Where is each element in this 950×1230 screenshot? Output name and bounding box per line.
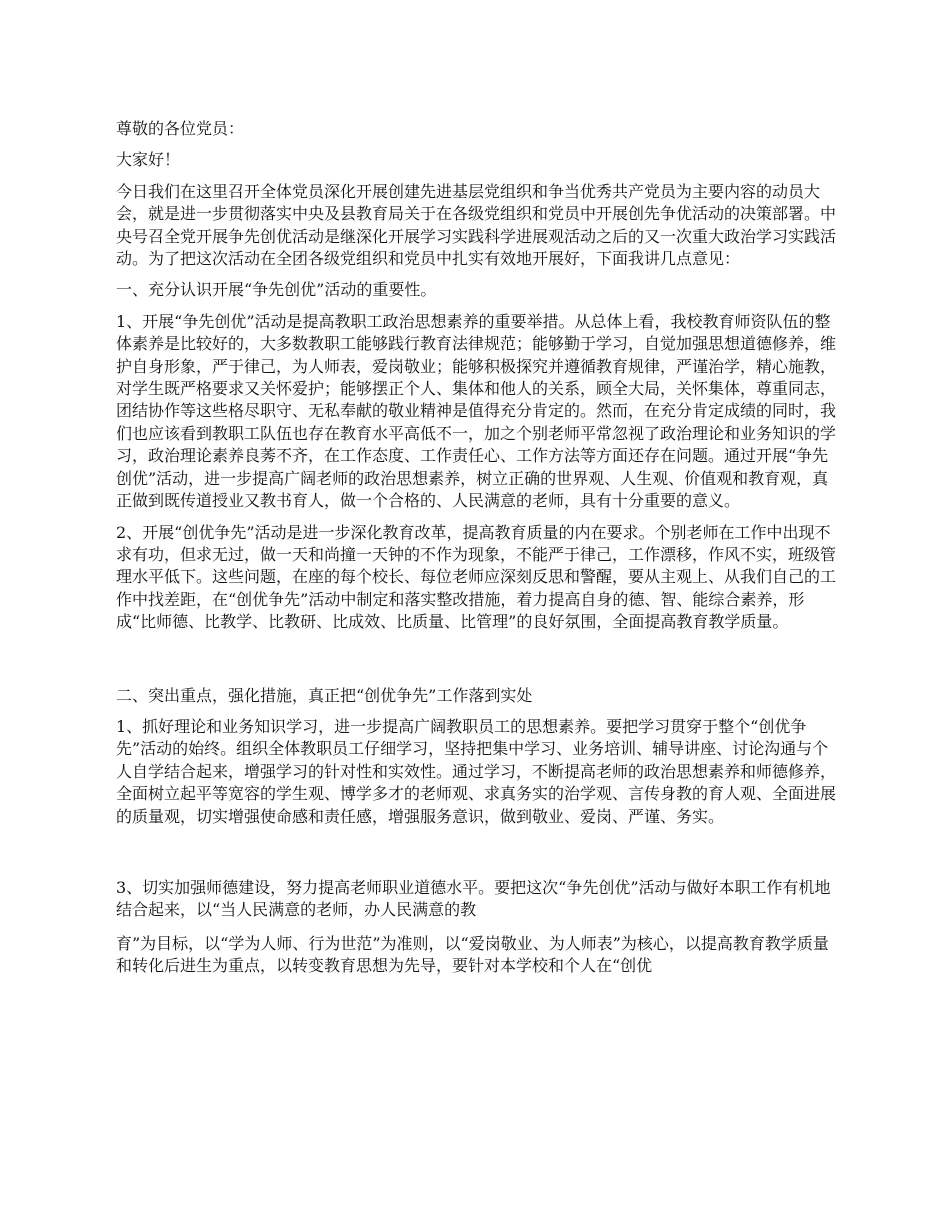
section-1-point-2: 2、开展“创优争先”活动是进一步深化教育改革，提高教育质量的内在要求。个别老师在工作中出现不求有功，但求无过，做一天和尚撞一天钟的不作为现象，不能严于律己，工作漂移，作风不实，班级管理水平低下。这些问题，在座的每个校长、每位老师应深刻反思和警醒，要从主观上、从我们自己的工作中找差距，在“创优争先”活动中制定和落实整改措施，着力提高自身的德、智、能综合素养，形成“比师德、比教学、比教研、比成效、比质量、比管理”的良好氛围，全面提高教育教学质量。 bbox=[116, 522, 837, 632]
greeting: 大家好！ bbox=[116, 150, 181, 170]
salutation: 尊敬的各位党员： bbox=[116, 119, 245, 138]
section-heading-1: 一、充分认识开展“争先创优”活动的重要性。 bbox=[116, 280, 437, 300]
section-1-point-1: 1、开展“争先创优”活动是提高教职工政治思想素养的重要举措。从总体上看，我校教育师资队伍的整体素养是比较好的，大多数教职工能够践行教育法律规范；能够勤于学习，自觉加强思想道德修养，维护自身形象，严于律己，为人师表，爱岗敬业；能够积极探究并遵循教育规律，严谨治学，精心施教，对学生既严格要求又关怀爱护；能够摆正个人、集体和他人的关系，顾全大局，关怀集体，尊重同志，团结协作等这些格尽职守、无私奉献的敬业精神是值得充分肯定的。然而，在充分肯定成绩的同时，我们也应该看到教职工队伍也存在教育水平高低不一，加之个别老师平常忽视了政治理论和业务知识的学习，政治理论素养良莠不齐，在工作态度、工作责任心、工作方法等方面还存在问题。通过开展“争先创优”活动，进一步提高广阔老师的政治思想素养，树立正确的世界观、人生观、价值观和教育观，真正做到既传道授业又教书育人，做一个合格的、人民满意的老师，具有十分重要的意义。 bbox=[116, 311, 837, 511]
section-2-point-1: 1、抓好理论和业务知识学习，进一步提高广阔教职员工的思想素养。要把学习贯穿于整个“创优争先”活动的始终。组织全体教职员工仔细学习，坚持把集中学习、业务培训、辅导讲座、讨论沟通与个人自学结合起来，增强学习的针对性和实效性。通过学习，不断提高老师的政治思想素养和师德修养，全面树立起平等宽容的学生观、博学多才的老师观、求真务实的治学观、言传身教的育人观、全面进展的质量观，切实增强使命感和责任感，增强服务意识，做到敬业、爱岗、严谨、务实。 bbox=[116, 716, 837, 826]
section-2-point-3-continued: 育”为目标，以“学为人师、行为世范”为准则，以“爱岗敬业、为人师表”为核心，以提高教育教学质量和转化后进生为重点，以转变教育思想为先导，要针对本学校和个人在“创优 bbox=[116, 933, 829, 976]
section-heading-2: 二、突出重点，强化措施，真正把“创优争先”工作落到实处 bbox=[116, 685, 533, 705]
intro-paragraph: 今日我们在这里召开全体党员深化开展创建先进基层党组织和争当优秀共产党员为主要内容的动员大会，就是进一步贯彻落实中央及县教育局关于在各级党组织和党员中开展创先争优活动的决策部署。中央号召全党开展争先创优活动是继深化开展学习实践科学进展观活动之后的又一次重大政治学习实践活动。为了把这次活动在全团各级党组织和党员中扎实有效地开展好，下面我讲几点意见： bbox=[116, 181, 837, 269]
document-body bbox=[116, 118, 842, 978]
section-2-point-3: 3、切实加强师德建设，努力提高老师职业道德水平。要把这次“争先创优”活动与做好本职工作有机地结合起来，以“当人民满意的老师，办人民满意的教 bbox=[116, 877, 831, 920]
